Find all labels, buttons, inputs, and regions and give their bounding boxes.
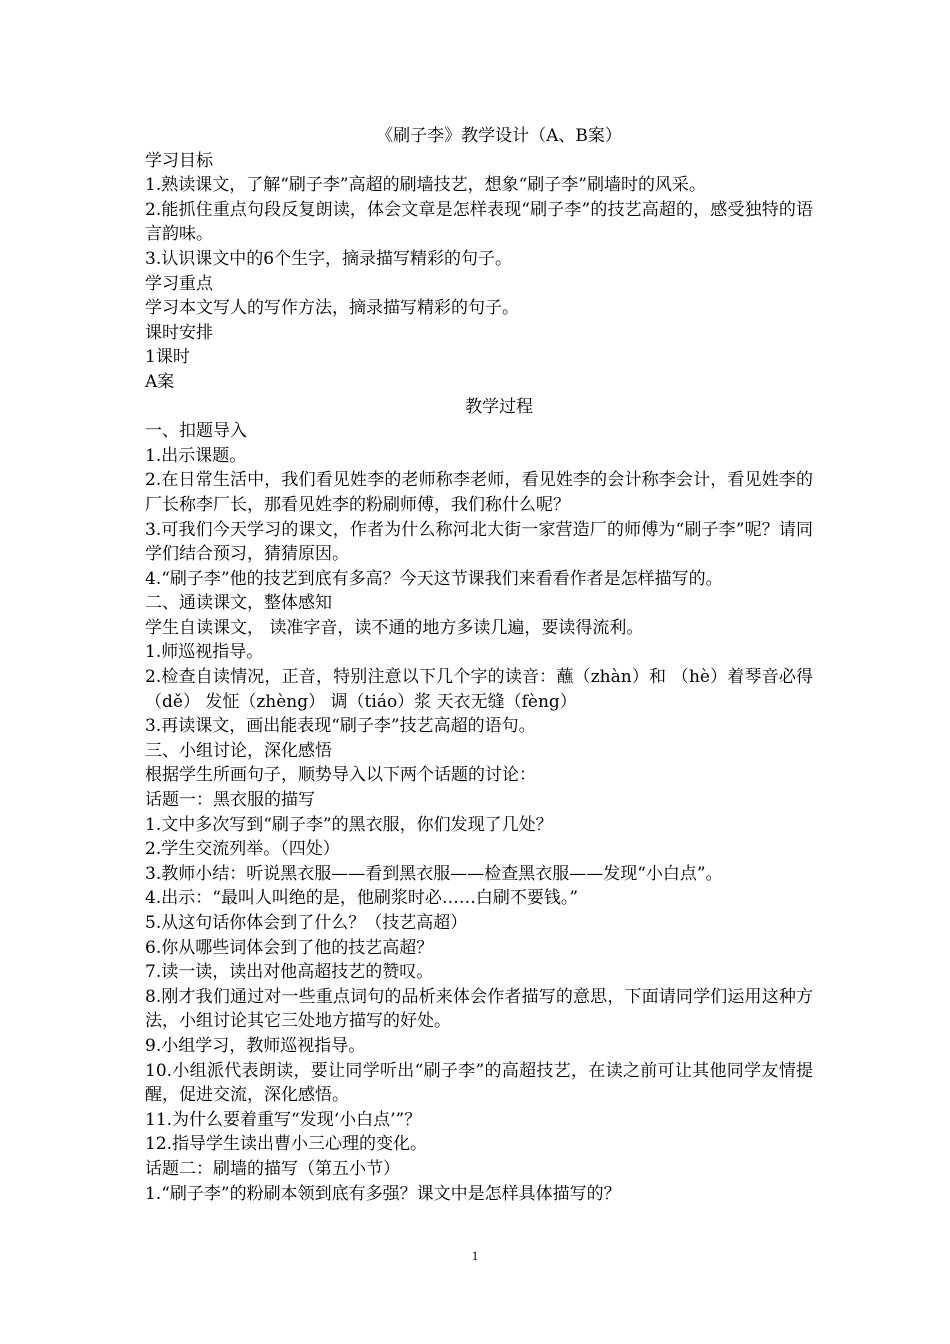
section-heading: 教学过程 xyxy=(465,396,533,417)
document-line: 学生自读课文， 读准字音，读不通的地方多读几遍，要读得流利。 xyxy=(145,617,644,638)
page-number: 1 xyxy=(471,1248,479,1263)
document-lines xyxy=(145,149,813,1207)
document-title: 《刷子李》教学设计（A、B案） xyxy=(376,126,622,146)
document-line: 5.从这句话你体会到了什么？（技艺高超） xyxy=(145,913,468,933)
document-line: 2.能抓住重点句段反复朗读，体会文章是怎样表现“刷子李”的技艺高超的，感受独特的语言韵味。 xyxy=(145,199,813,245)
document-line: 1.师巡视指导。 xyxy=(145,642,264,663)
document-line: 1.熟读课文，了解“刷子李”高超的刷墙技艺，想象“刷子李”刷墙时的风采。 xyxy=(145,175,706,196)
document-line: 7.读一读，读出对他高超技艺的赞叹。 xyxy=(145,962,434,983)
document-line: 三、小组讨论，深化感悟 xyxy=(145,740,332,761)
document-line: 2.检查自读情况，正音，特别注意以下几个字的读音：蘸（zhàn）和 （hè）着琴音必得（dě） 发怔（zhèng） 调（tiáo）浆 天衣无缝（fèng） xyxy=(145,667,813,712)
document-line: 10.小组派代表朗读，要让同学听出“刷子李”的高超技艺，在读之前可让其他同学友情提醒，促进交流，深化感悟。 xyxy=(145,1060,813,1106)
document-line: 学习本文写人的写作方法，摘录描写精彩的句子。 xyxy=(145,298,519,319)
document-line: 3.再读课文，画出能表现“刷子李”技艺高超的语句。 xyxy=(145,716,536,737)
document-line: 6.你从哪些词体会到了他的技艺高超？ xyxy=(145,937,434,958)
document-line: 1.出示课题。 xyxy=(145,445,247,466)
document-line: 12.指导学生读出曹小三心理的变化。 xyxy=(145,1134,428,1155)
document-line: 1课时 xyxy=(145,347,190,368)
document-line: 2.学生交流列举。（四处） xyxy=(145,839,340,860)
document-line: 学习目标 xyxy=(145,150,213,171)
document-line: 2.在日常生活中，我们看见姓李的老师称李老师，看见姓李的会计称李会计，看见姓李的厂长称李厂长，那看见姓李的粉刷师傅，我们称什么呢？ xyxy=(145,470,813,515)
document-line: 1.“刷子李”的粉刷本领到底有多强？课文中是怎样具体描写的？ xyxy=(145,1183,621,1204)
document-line: 3.认识课文中的6个生字，摘录描写精彩的句子。 xyxy=(145,248,513,269)
document-line: 学习重点 xyxy=(145,273,213,294)
document-line: 1.文中多次写到“刷子李”的黑衣服，你们发现了几处？ xyxy=(145,814,553,835)
document-line: 4.出示：“最叫人叫绝的是，他刷浆时必……白刷不要钱。” xyxy=(145,888,579,909)
document-line: 11.为什么要着重写“发现‘小白点’”？ xyxy=(145,1109,422,1130)
document-line: 3.可我们今天学习的课文，作者为什么称河北大街一家营造厂的师傅为“刷子李”呢？请同学们结合预习，猜猜原因。 xyxy=(145,519,813,565)
document-line: 3.教师小结：听说黑衣服——看到黑衣服——检查黑衣服——发现“小白点”。 xyxy=(145,863,723,884)
document-line: 话题二：刷墙的描写（第五小节） xyxy=(145,1158,400,1179)
document-line: 9.小组学习，教师巡视指导。 xyxy=(145,1035,366,1056)
document-line: 根据学生所画句子，顺势导入以下两个话题的讨论： xyxy=(145,765,536,786)
document-line: 4.“刷子李”他的技艺到底有多高？今天这节课我们来看看作者是怎样描写的。 xyxy=(145,568,723,589)
document-line: A案 xyxy=(145,371,175,392)
document-line: 课时安排 xyxy=(145,322,213,343)
document-body xyxy=(145,124,813,1206)
document-line: 一、扣题导入 xyxy=(145,421,247,442)
document-line: 二、通读课文，整体感知 xyxy=(145,593,332,614)
document-line: 话题一：黑衣服的描写 xyxy=(145,790,315,811)
document-line: 8.刚才我们通过对一些重点词句的品析来体会作者描写的意思，下面请同学们运用这种方法，小组讨论其它三处地方描写的好处。 xyxy=(145,986,813,1032)
